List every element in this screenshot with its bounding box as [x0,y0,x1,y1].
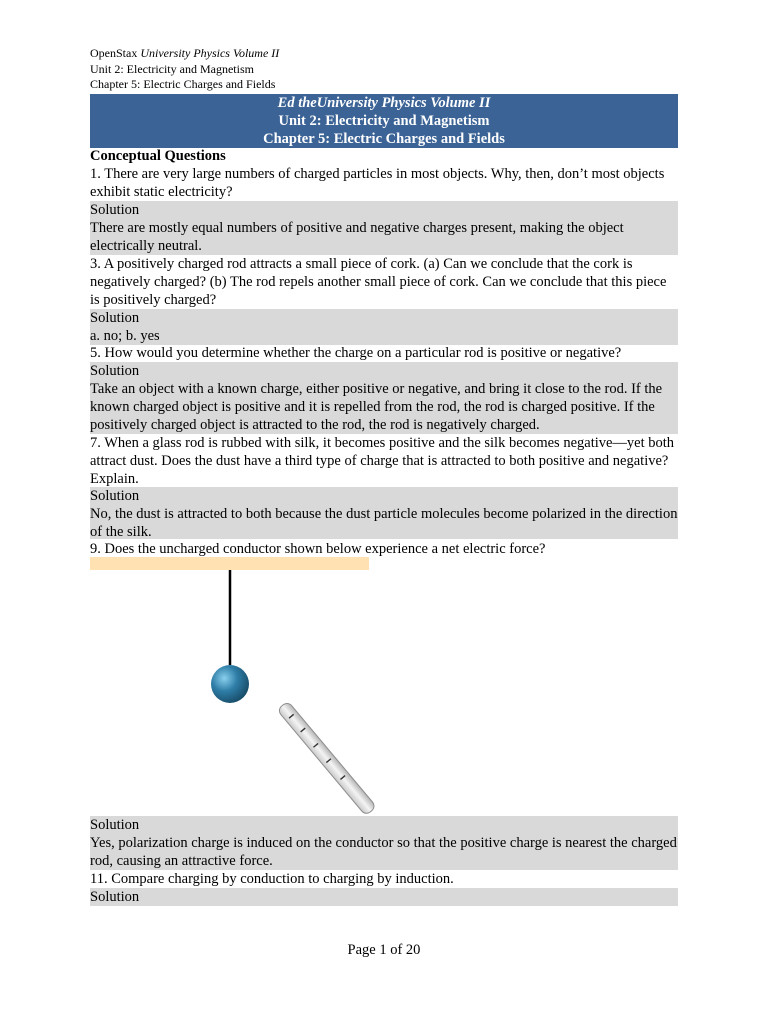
answer-5: Take an object with a known charge, either positive or negative, and bring it close to the rod. If the known charged object is positive and it is repelled from the rod, the rod is charged positive. If the positively charged object is attracted to the rod, the rod is negatively charged. [90,381,663,433]
question-1: 1. There are very large numbers of charged particles in most objects. Why, then, don’t most objects exhibit static electricity? [90,166,665,200]
solution-label: Solution [90,817,140,833]
section-heading: Conceptual Questions [90,148,226,164]
solution-block-3 [90,309,678,345]
header-chapter: Chapter 5: Electric Charges and Fields [90,77,276,91]
solution-label: Solution [90,889,140,905]
banner-line-1: Ed theUniversity Physics Volume II [277,95,491,111]
solution-block-11 [90,888,678,906]
answer-3: a. no; b. yes [90,328,160,344]
solution-label: Solution [90,310,140,326]
page-number: Page 1 of 20 [347,942,421,958]
solution-block-7 [90,487,678,539]
solution-block-9 [90,816,678,870]
header-book-title: University Physics Volume II [140,46,280,60]
answer-1: There are mostly equal numbers of positive and negative charges present, making the object electrically neutral. [90,220,624,254]
header-line-1 [90,46,279,61]
solution-label: Solution [90,488,140,504]
question-7: 7. When a glass rod is rubbed with silk, it becomes positive and the silk becomes negative—yet both attract dust. Does the dust have a third type of charge that is attracted to both positive and negative? Explain. [90,435,675,487]
solution-label: Solution [90,202,140,218]
header-publisher: OpenStax [90,46,141,60]
question-11: 11. Compare charging by conduction to charging by induction. [90,871,454,887]
title-banner [90,94,678,148]
solution-block-5 [90,362,678,434]
conductor-sphere [211,665,249,703]
solution-block-1 [90,201,678,255]
charged-rod-figure [90,557,390,817]
question-9: 9. Does the uncharged conductor shown below experience a net electric force? [90,541,546,557]
question-5: 5. How would you determine whether the charge on a particular rod is positive or negative? [90,345,622,361]
answer-7: No, the dust is attracted to both because the dust particle molecules become polarized in the direction of the silk. [90,506,678,540]
banner-line-3: Chapter 5: Electric Charges and Fields [263,131,505,147]
answer-9: Yes, polarization charge is induced on the conductor so that the positive charge is nearest the charged rod, causing an attractive force. [90,835,677,869]
banner-line-2: Unit 2: Electricity and Magnetism [278,113,490,129]
header-unit: Unit 2: Electricity and Magnetism [90,62,254,76]
question-3: 3. A positively charged rod attracts a small piece of cork. (a) Can we conclude that the cork is negatively charged? (b) The rod repels another small piece of cork. Can we conclude that this piece is positively charged? [90,256,667,308]
charged-rod [277,701,376,816]
solution-label: Solution [90,363,140,379]
